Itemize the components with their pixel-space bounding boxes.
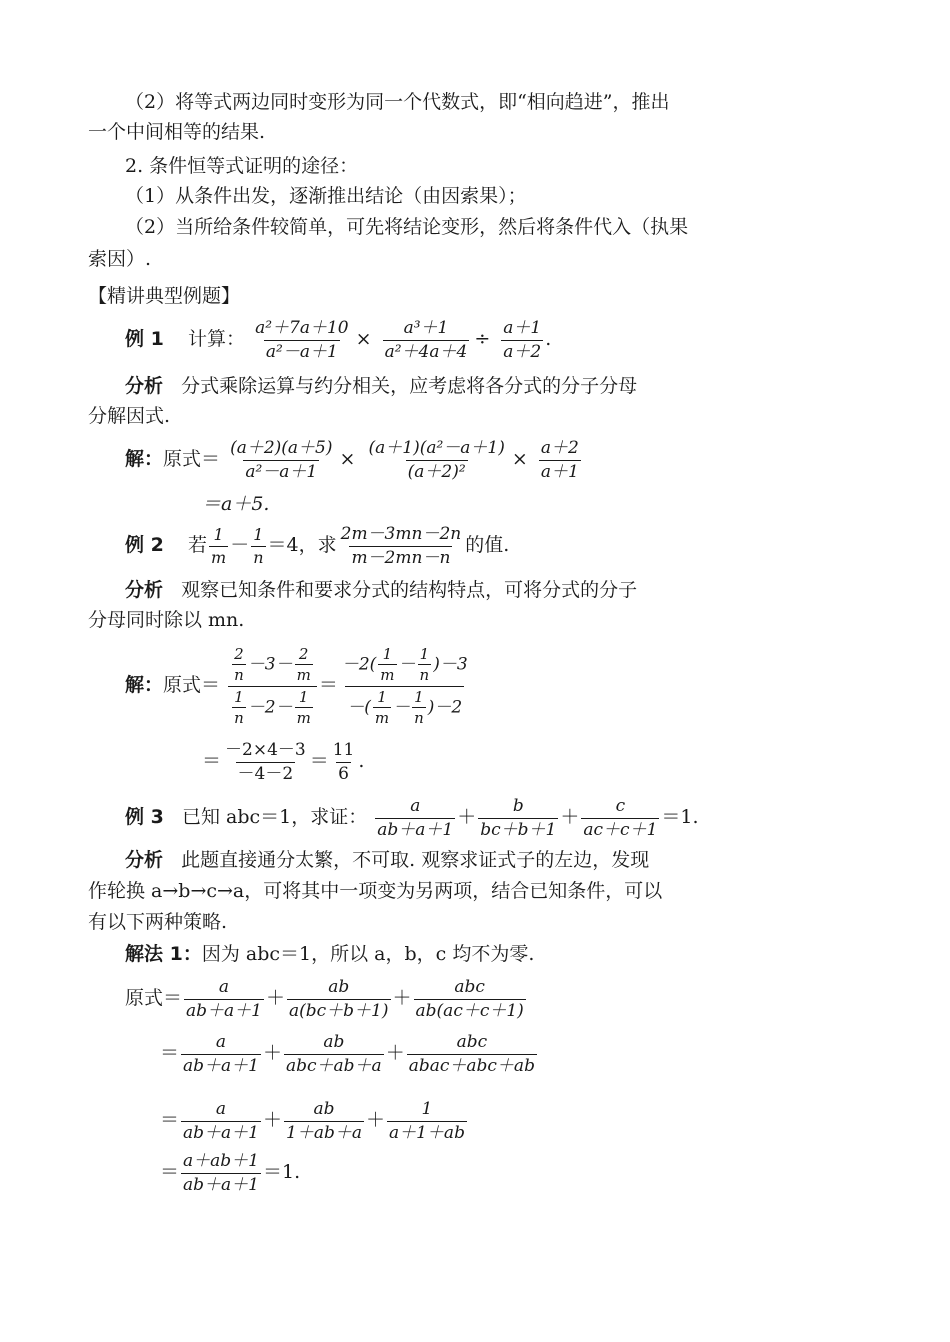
example-1-fraction-1: $\frac{\text{a²＋7a＋10}}{\text{a²－a＋1}}$ <box>255 317 349 362</box>
example-1-fraction-3: $\frac{a+1}{a+2}$ <box>503 317 542 362</box>
example-3-derivation-result: ＝ $\frac{a+ab+1}{ab+a+1}$ ＝1. <box>160 1150 301 1195</box>
section-title: 【精讲典型例题】 <box>88 285 241 307</box>
example-2-analysis-line-2: 分母同时除以 mn. <box>88 609 245 631</box>
example-1-solution: 解：原式＝ $\frac{(a+2)(a+5)}{\text{a²－a＋1}}$ × $\frac{\text{(a＋1)(a²－a＋1)}}{\text{(a＋2)²}}$ × $\frac{a+2}{a+1}$ <box>125 437 579 482</box>
intro-paragraph-2: 2. 条件恒等式证明的途径： <box>125 155 359 177</box>
example-2-analysis-line-1: 分析 观察已知条件和要求分式的结构特点，可将分式的分子 <box>125 579 638 601</box>
intro-paragraph-4b: 索因）. <box>88 248 152 270</box>
one-over-n: $\frac{1}{n}$ <box>253 524 264 567</box>
example-1-statement: 例 1 计算： $\frac{\text{a²＋7a＋10}}{\text{a²－a＋1}}$ × $\frac{\text{a³＋1}}{\text{a²＋4a＋4}}$ ÷ $\frac{a+1}{a+2}$ . <box>125 317 552 362</box>
example-2-result: ＝ $\frac{-2\times 4-3}{-4-2}$ ＝ $\frac{11}{6}$ . <box>202 739 365 784</box>
example-1-result: ＝a＋5. <box>202 493 270 515</box>
example-1-solution-fraction-3: $\frac{a+2}{a+1}$ <box>540 437 579 482</box>
example-1-label: 例 1 <box>125 328 164 350</box>
example-1-fraction-2: $\frac{\text{a³＋1}}{\text{a²＋4a＋4}}$ <box>384 317 468 362</box>
example-2-solution: 解：原式＝ $\frac{2}{n}$ －3－ $\frac{2}{m}$ $\frac{1}{n}$ －2－ $\frac{1}{m}$ ＝ －2( $\frac{1}{m}$ － $\frac{1}{n}$ )－3 －( $\frac{1}{m}$ － $\frac{1}{n}$ )－2 <box>125 644 468 727</box>
example-2-complex-fraction-1: $\frac{2}{n}$ －3－ $\frac{2}{m}$ $\frac{1}{n}$ －2－ $\frac{1}{m}$ <box>228 646 317 727</box>
example-3-method-1: 解法 1：因为 abc＝1，所以 a，b，c 均不为零. <box>125 943 535 965</box>
example-1-prompt: 计算： <box>188 328 246 350</box>
example-3-derivation-step-1: 原式＝ $\frac{a}{ab+a+1}$ ＋ $\frac{ab}{a(bc+b+1)}$ ＋ $\frac{\text{abc}}{ab(ac+c+1)}$ <box>125 976 524 1021</box>
example-1-solution-fraction-1: $\frac{(a+2)(a+5)}{\text{a²－a＋1}}$ <box>230 437 333 482</box>
example-1-analysis-line-2: 分解因式. <box>88 405 171 427</box>
example-3-analysis-line-3: 有以下两种策略. <box>88 911 228 933</box>
example-1-analysis-line-1: 分析 分式乘除运算与约分相关，应考虑将各分式的分子分母 <box>125 375 638 397</box>
example-3-derivation-step-2: ＝ $\frac{a}{ab+a+1}$ ＋ $\frac{ab}{\text{abc＋ab＋a}}$ ＋ $\frac{\text{abc}}{\text{abac＋abc＋ab}}$ <box>160 1031 535 1076</box>
intro-paragraph-1a: （2）将等式两边同时变形为同一个代数式，即“相向趋进”，推出 <box>125 91 670 113</box>
example-2-statement: 例 2 若 $\frac{1}{m}$ － $\frac{1}{n}$ ＝4，求 $\frac{2m-3mn-2n}{m-2mn-n}$ 的值. <box>125 523 510 568</box>
one-over-m: $\frac{1}{m}$ <box>211 524 227 567</box>
intro-paragraph-3: （1）从条件出发，逐渐推出结论（由因索果）； <box>125 185 527 207</box>
example-2-complex-fraction-2: －2( $\frac{1}{m}$ － $\frac{1}{n}$ )－3 －( $\frac{1}{m}$ － $\frac{1}{n}$ )－2 <box>341 644 468 727</box>
example-3-statement: 例 3 已知 abc＝1，求证： $\frac{a}{ab+a+1}$ ＋ $\frac{b}{bc+b+1}$ ＋ $\frac{c}{ac+c+1}$ ＝1. <box>125 795 699 840</box>
intro-paragraph-1b: 一个中间相等的结果. <box>88 121 266 143</box>
example-2-label: 例 2 <box>125 534 164 556</box>
example-3-analysis-line-1: 分析 此题直接通分太繁，不可取. 观察求证式子的左边，发现 <box>125 849 650 871</box>
example-3-derivation-step-3: ＝ $\frac{a}{ab+a+1}$ ＋ $\frac{ab}{1+ab+a}$ ＋ $\frac{1}{a+1+ab}$ <box>160 1098 465 1143</box>
analysis-label: 分析 <box>125 375 164 397</box>
example-3-analysis-line-2: 作轮换 a→b→c→a，可将其中一项变为另两项，结合已知条件，可以 <box>88 880 663 902</box>
example-1-solution-fraction-2: $\frac{\text{(a＋1)(a²－a＋1)}}{\text{(a＋2)²}}$ <box>368 437 505 482</box>
example-2-target-fraction: $\frac{2m-3mn-2n}{m-2mn-n}$ <box>340 523 462 568</box>
solution-label: 解： <box>125 448 164 470</box>
example-2-final-fraction: $\frac{-2\times 4-3}{-4-2}$ <box>225 739 306 784</box>
intro-paragraph-4a: （2）当所给条件较简单，可先将结论变形，然后将条件代入（执果 <box>125 216 689 238</box>
